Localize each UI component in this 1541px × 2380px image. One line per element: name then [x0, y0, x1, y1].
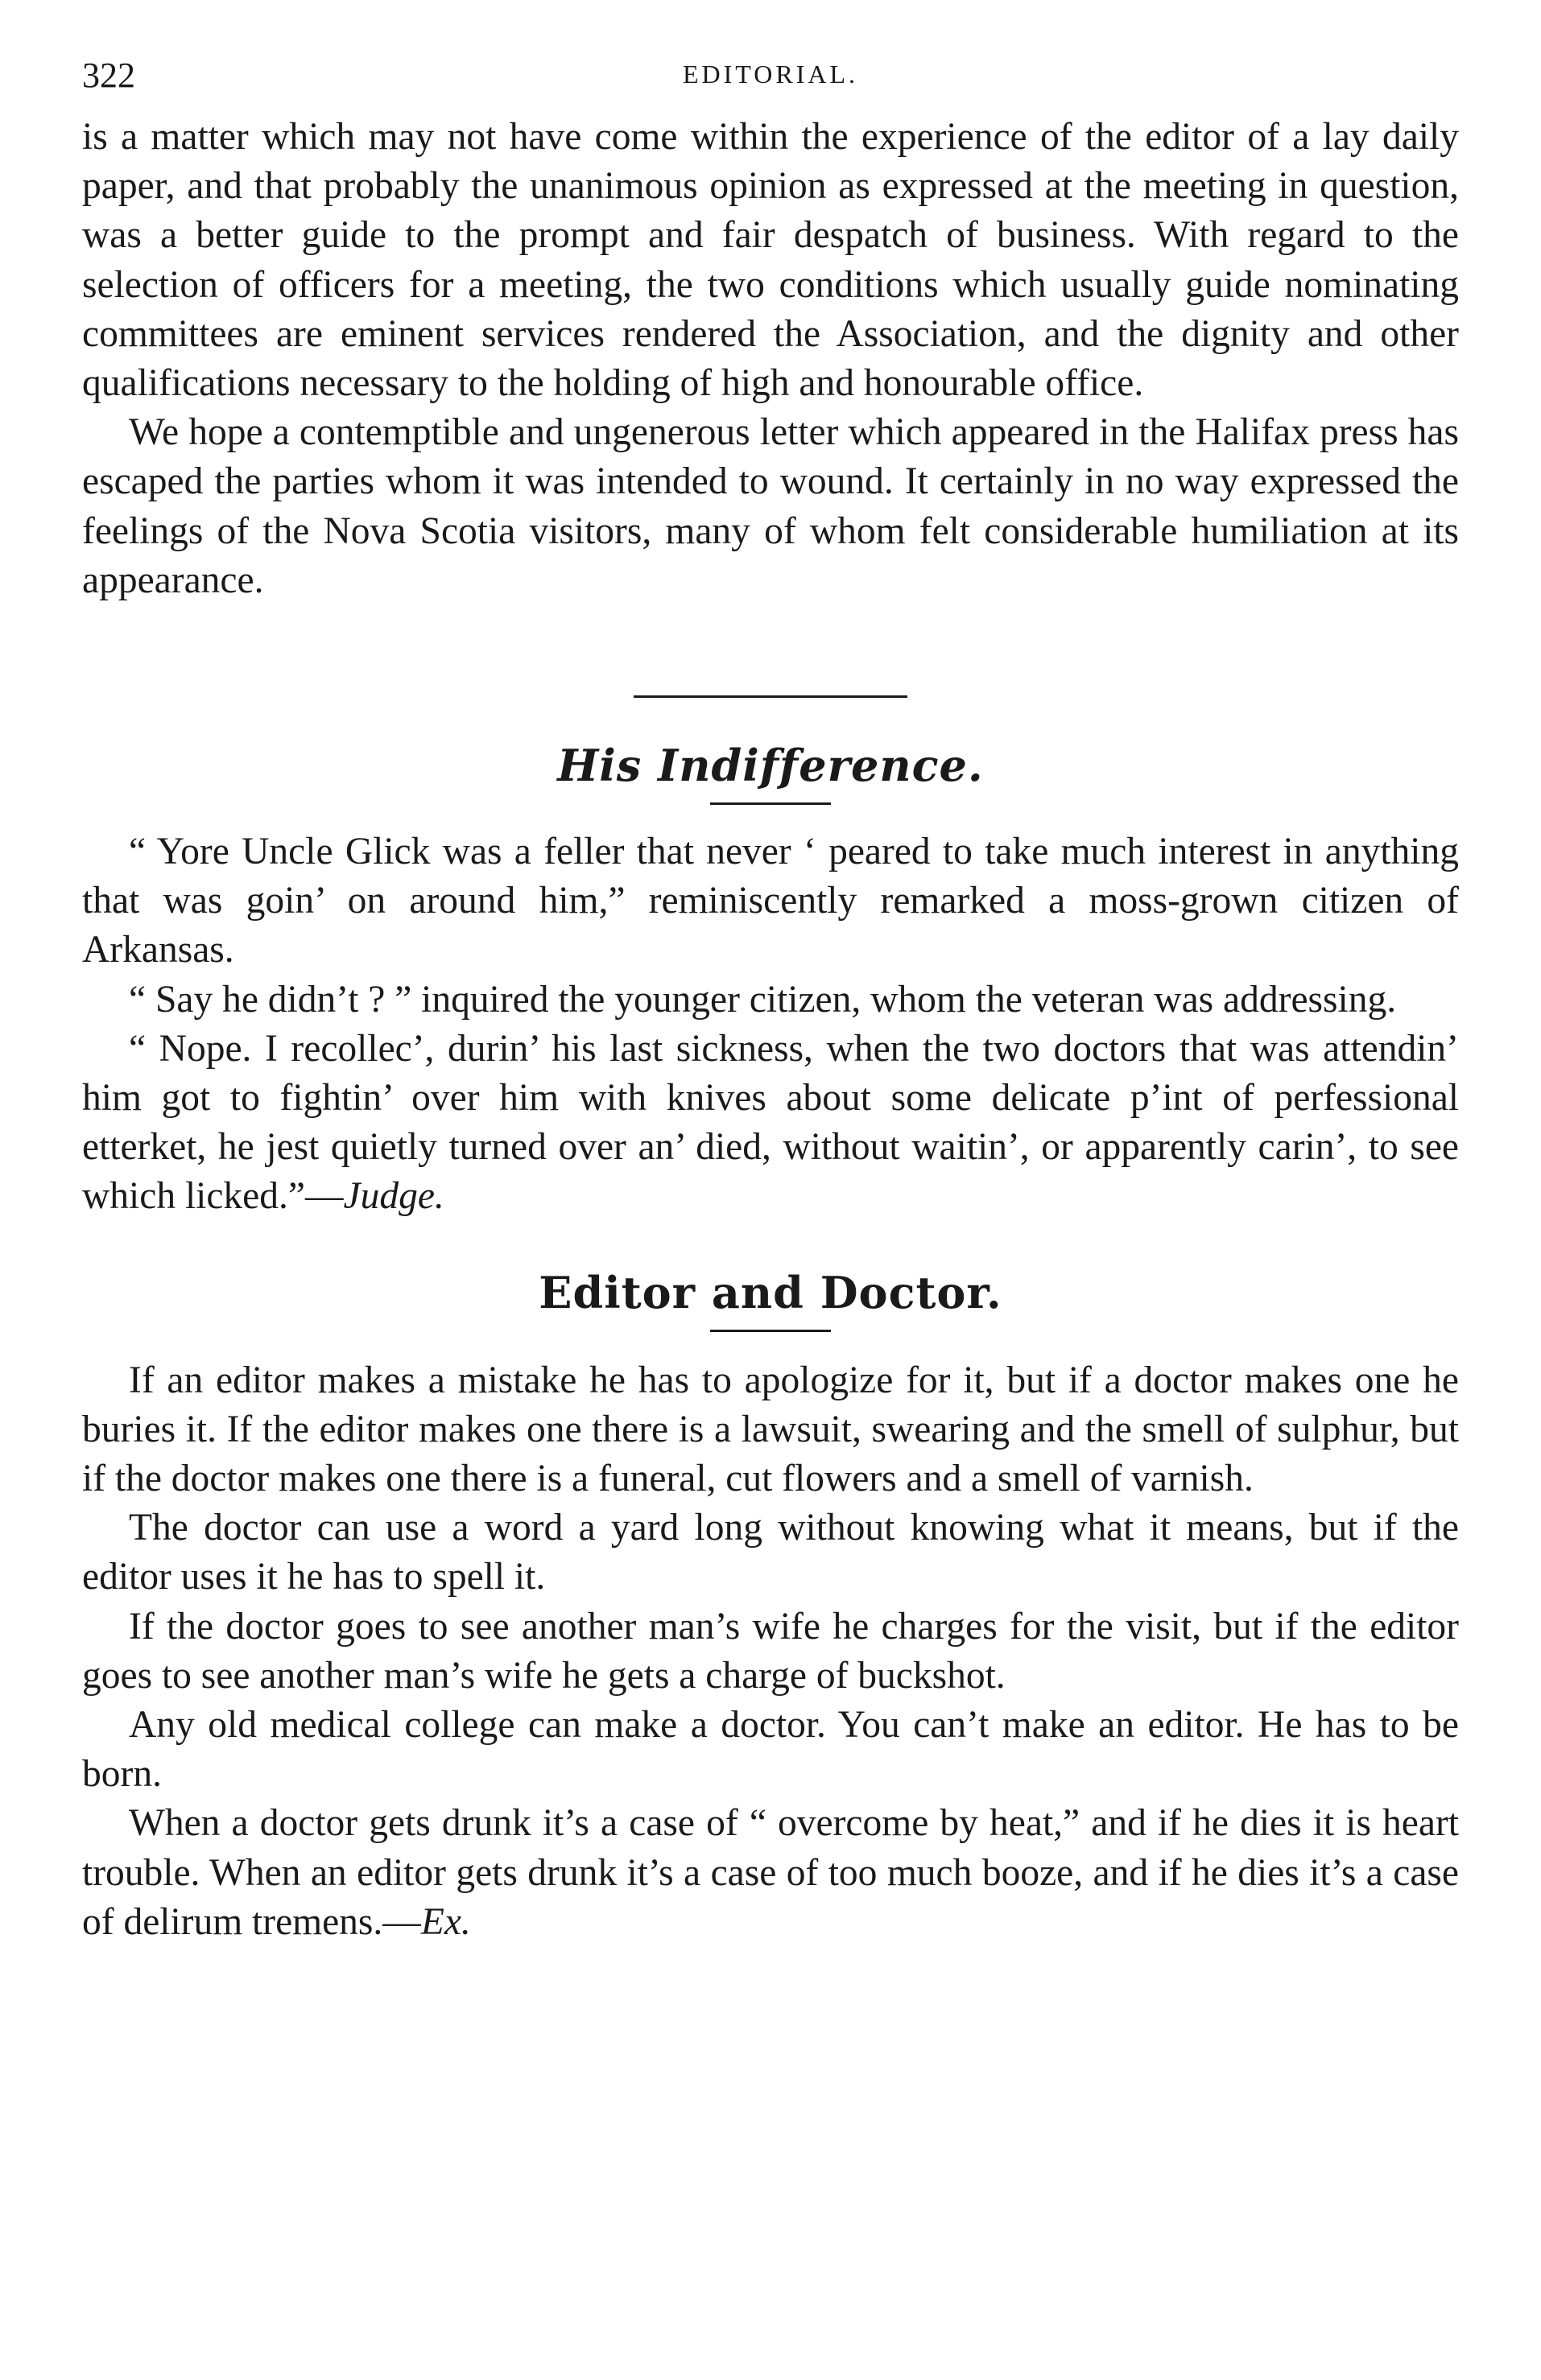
article-2-paragraph-5-text: When a doctor gets drunk it’s a case of “ overcome by heat,” and if he dies it is heart trouble. When an editor gets drunk it’s a case of too much booze, and if he dies it’s a case of delirum tremens.—: [82, 1802, 1459, 1943]
editorial-paragraph-2: We hope a contemptible and ungenerous letter which appeared in the Halifax press has escaped the parties whom it was intended to wound. It certainly in no way expressed the feelings of the Nova Scotia visitors, many of whom felt considerable humiliation at its appearance.: [82, 411, 1459, 601]
article-2-paragraph-5: [82, 1799, 1459, 1947]
article-2-paragraph-1: If an editor makes a mistake he has to apologize for it, but if a doctor makes one he buries it. If the editor makes one there is a lawsuit, swearing and the smell of sulphur, but if the doctor makes one there is a funeral, cut flowers and a smell of varnish.: [82, 1359, 1459, 1500]
article-title-his-indifference: His Indifference.: [557, 740, 984, 792]
running-head: [82, 48, 1459, 113]
article-1-paragraph-3-text: “ Nope. I recollec’, durin’ his last sickness, when the two doctors that was attendin’ him got to fightin’ over him with knives about some delicate p’int of perfessional etterket, he jest quietly turned over an’ died, without waitin’, or apparently carin’, to see which licked.”—: [82, 1027, 1459, 1218]
article-1-paragraph-1: “ Yore Uncle Glick was a feller that never ‘ peared to take much interest in anything that was goin’ on around him,” reminiscently remarked a moss-grown citizen of Arkansas.: [82, 831, 1459, 971]
article-2-paragraph-3: If the doctor goes to see another man’s wife he charges for the visit, but if the editor goes to see another man’s wife he gets a charge of buckshot.: [82, 1605, 1459, 1697]
running-title: EDITORIAL.: [682, 60, 859, 89]
article-2-source: Ex.: [420, 1900, 471, 1943]
article-1-paragraph-3: [82, 1025, 1459, 1222]
article-1-source: Judge.: [343, 1175, 444, 1218]
article-2-paragraph-2: The doctor can use a word a yard long without knowing what it means, but if the editor uses it he has to spell it.: [82, 1507, 1459, 1598]
editorial-paragraph-1: is a matter which may not have come within the experience of the editor of a lay daily paper, and that probably the unanimous opinion as expressed at the meeting in question, was a better guide to the prompt and fair despatch of business. With regard to the selection of officers for a meeting, the two conditions which usually guide nominating committees are eminent services rendered the Association, and the dignity and other qualifications necessary to the holding of high and honourable office.: [82, 116, 1459, 405]
article-1-paragraph-2: “ Say he didn’t ? ” inquired the younger citizen, whom the veteran was addressing.: [129, 978, 1397, 1021]
page-number: 322: [82, 56, 135, 95]
page: [82, 48, 1459, 1947]
article-2-paragraph-4: Any old medical college can make a doctor. You can’t make an editor. He has to be born.: [82, 1704, 1459, 1796]
article-title-editor-and-doctor: Editor and Doctor.: [539, 1266, 1002, 1318]
